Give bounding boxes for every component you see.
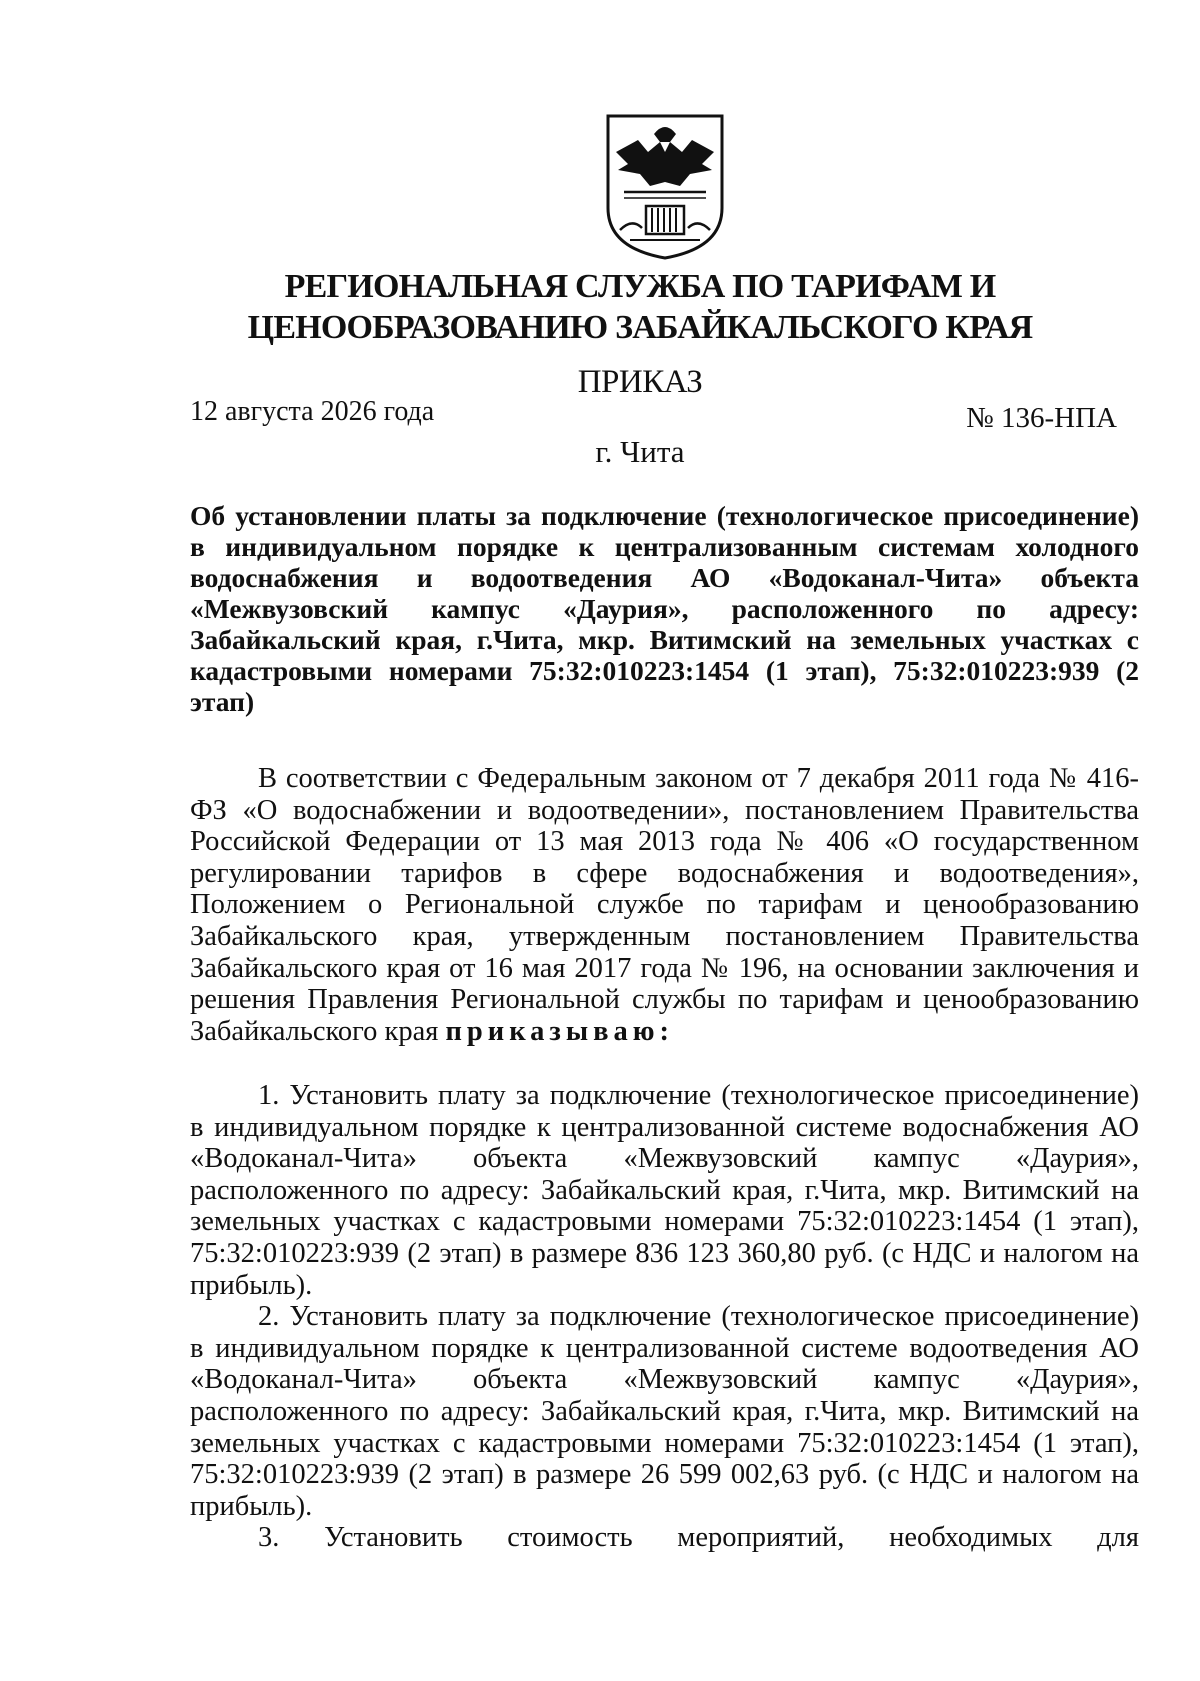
order-word: приказываю:	[445, 1015, 675, 1047]
document-date: 12 августа 2026 года	[190, 396, 435, 427]
order-item-1: 1. Установить плату за подключение (технологическое присоединение) в индивидуальном порядке к централизованной системе водоснабжения АО «Водоканал-Чита» объекта «Межвузовский кампус «Даурия», расположенного по адресу: Забайкальский края, г.Чита, мкр. Витимский на земельных участках с кадастровыми номерами 75:32:010223:1454 (1 этап), 75:32:010223:939 (2 этап) в размере 836 123 360,80 руб. (с НДС и налогом на прибыль).	[190, 1080, 1139, 1301]
preamble	[190, 763, 1139, 1047]
document-number: № 136-НПА	[966, 402, 1117, 434]
order-item-2: 2. Установить плату за подключение (технологическое присоединение) в индивидуальном порядке к централизованной системе водоотведения АО «Водоканал-Чита» объекта «Межвузовский кампус «Даурия», расположенного по адресу: Забайкальский края, г.Чита, мкр. Витимский на земельных участках с кадастровыми номерами 75:32:010223:1454 (1 этап), 75:32:010223:939 (2 этап) в размере 26 599 002,63 руб. (с НДС и налогом на прибыль).	[190, 1301, 1139, 1522]
preamble-text: В соответствии с Федеральным законом от 7 декабря 2011 года № 416-ФЗ «О водоснабжении и водоотведении», постановлением Правительства Российской Федерации от 13 мая 2013 года № 406 «О государственном регулировании тарифов в сфере водоснабжения и водоотведения», Положением о Региональной службе по тарифам и ценообразованию Забайкальского края, утвержденным постановлением Правительства Забайкальского края от 16 мая 2017 года № 196, на основании заключения и решения Правления Региональной службы по тарифам и ценообразованию Забайкальского края	[190, 763, 1139, 1047]
document-subject: Об установлении платы за подключение (технологическое присоединение) в индивидуальном порядке к централизованным системам холодного водоснабжения и водоотведения АО «Водоканал-Чита» объекта «Межвузовский кампус «Даурия», расположенного по адресу: Забайкальский края, г.Чита, мкр. Витимский на земельных участках с кадастровыми номерами 75:32:010223:1454 (1 этап), 75:32:010223:939 (2 этап)	[190, 500, 1139, 717]
document-type: ПРИКАЗ	[577, 364, 703, 400]
coat-of-arms-icon	[604, 112, 726, 260]
document-city: г. Чита	[595, 434, 685, 469]
org-name-line1: РЕГИОНАЛЬНАЯ СЛУЖБА ПО ТАРИФАМ И	[284, 268, 996, 305]
preamble-paragraph	[190, 763, 1139, 1047]
org-name-line2: ЦЕНООБРАЗОВАНИЮ ЗАБАЙКАЛЬСКОГО КРАЯ	[247, 309, 1033, 346]
order-item-3: 3. Установить стоимость мероприятий, необходимых для	[258, 1522, 1139, 1554]
order-items	[190, 1080, 1139, 1554]
